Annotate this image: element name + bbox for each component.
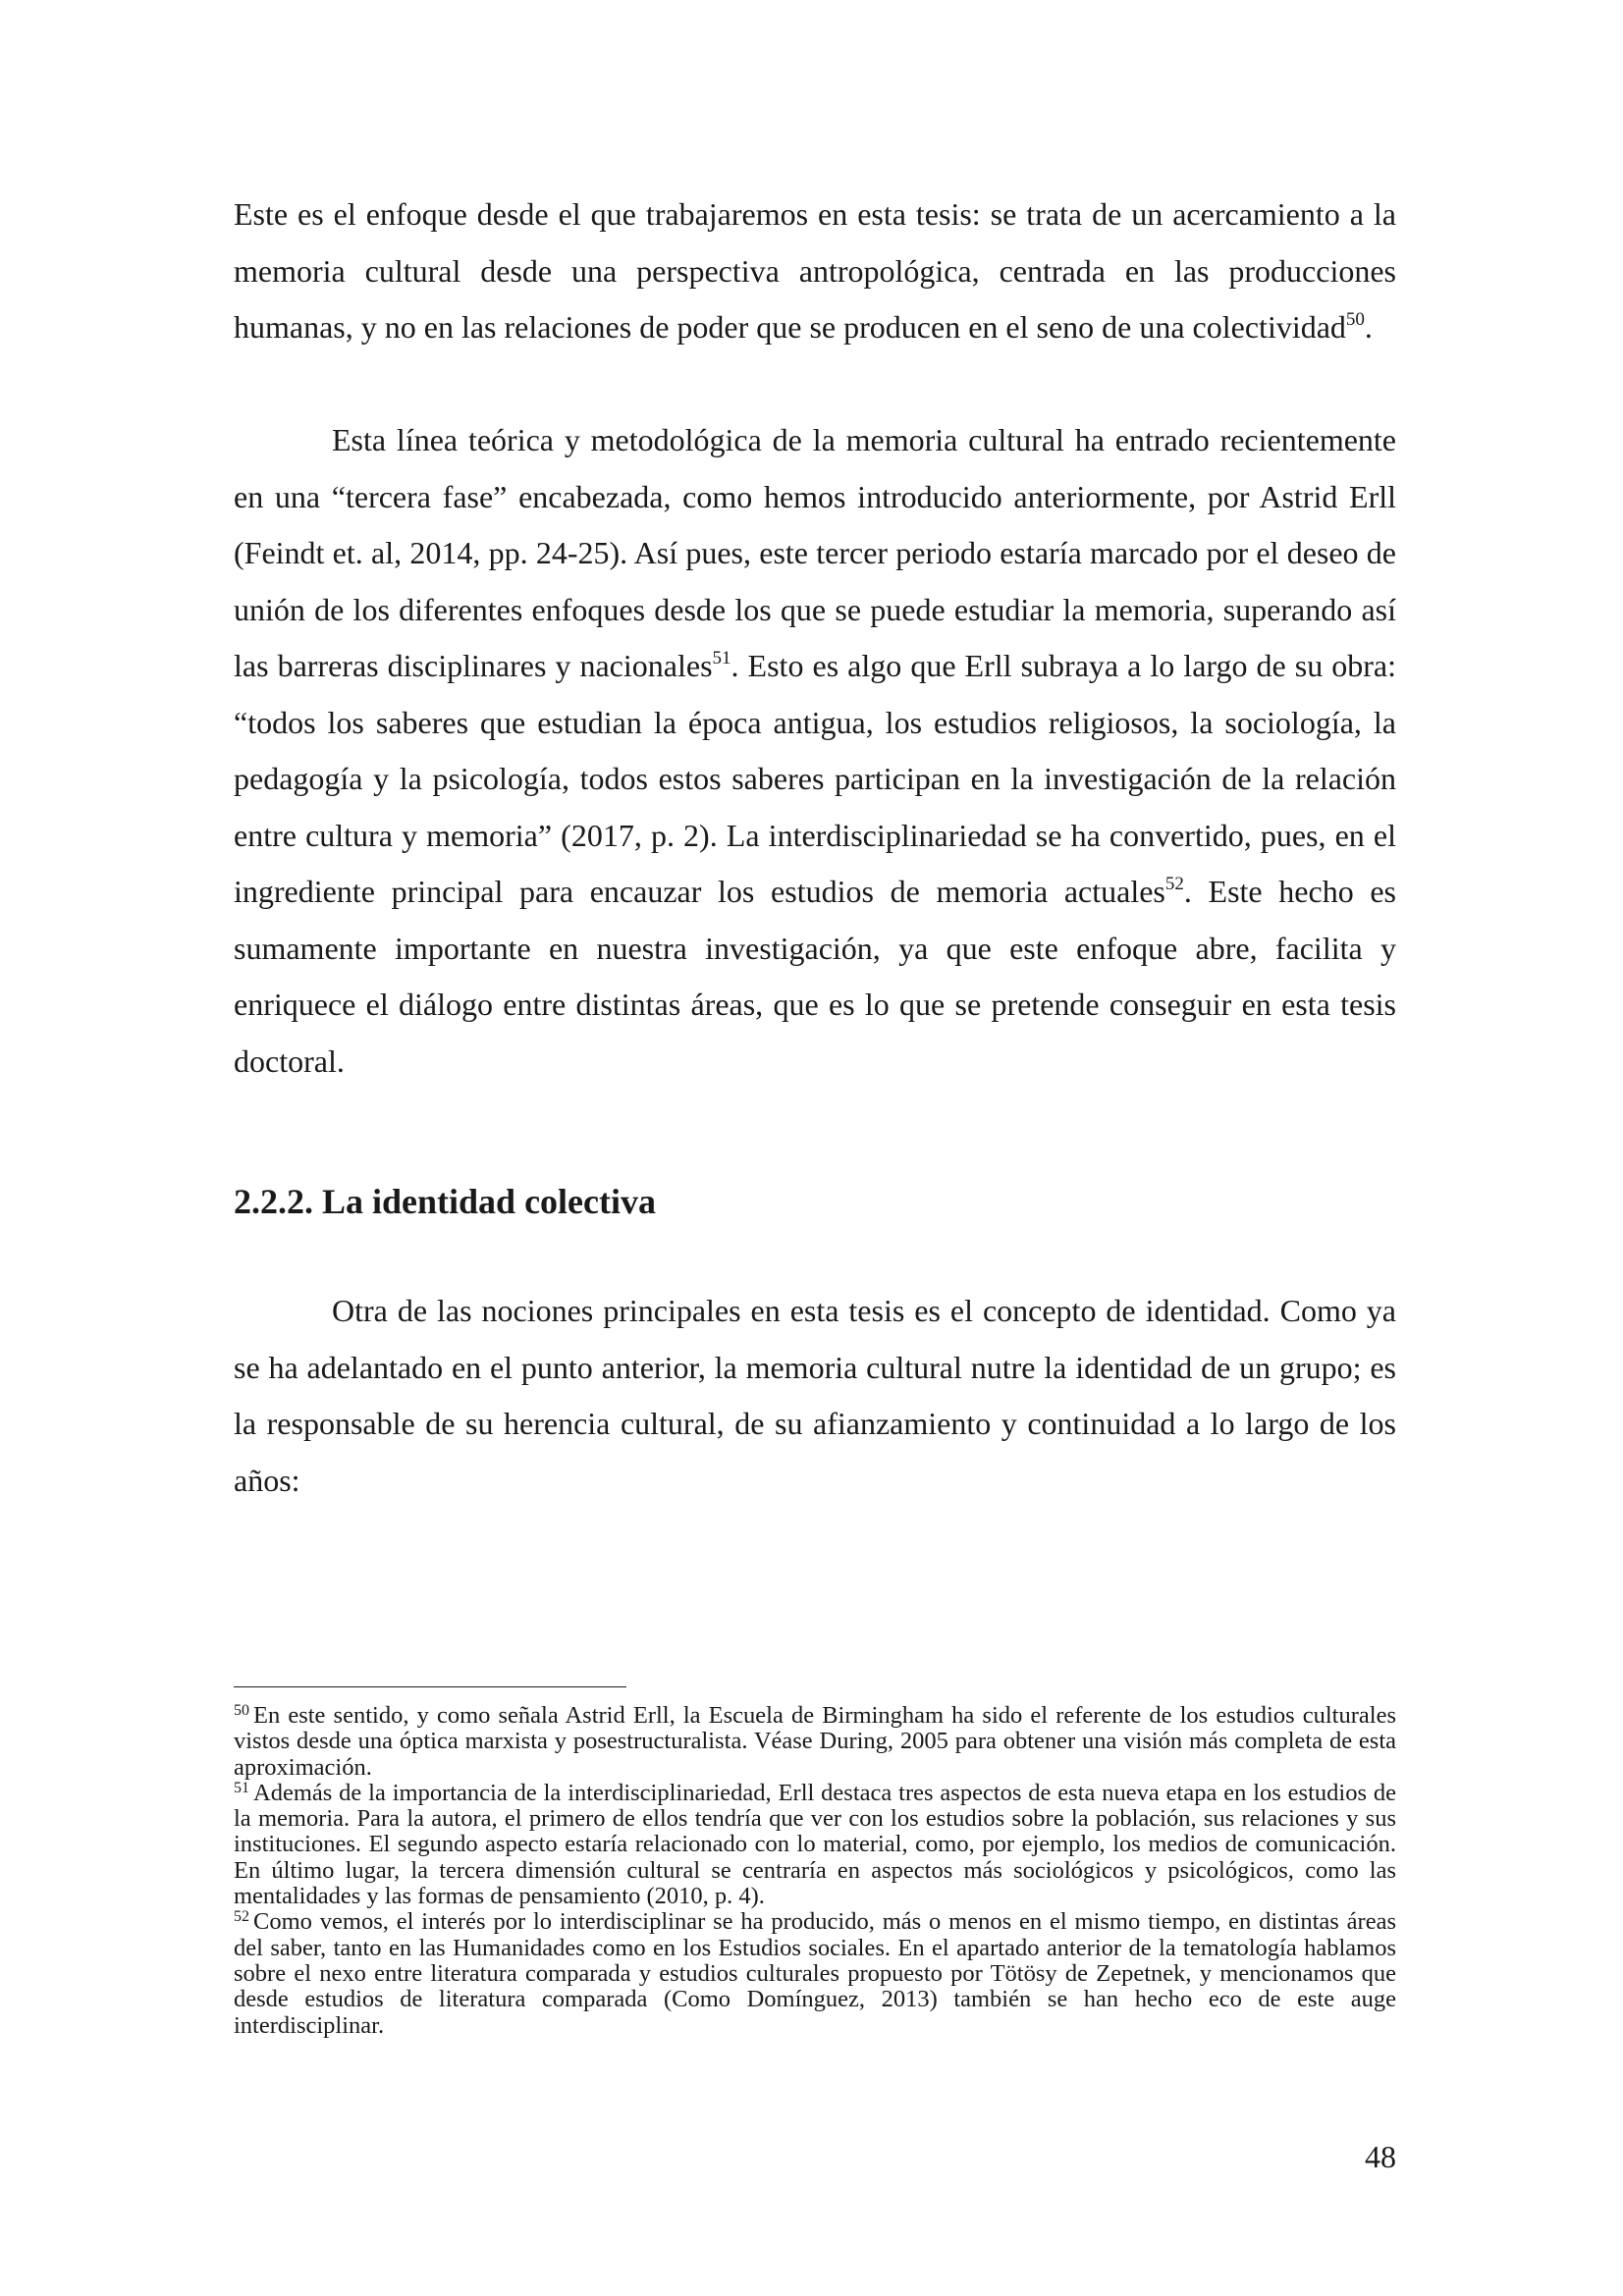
footnote-50	[234, 1703, 1396, 1781]
footnote-text: Además de la importancia de la interdisciplinariedad, Erll destaca tres aspectos de esta nueva etapa en los estudios de la memoria. Para la autora, el primero de ellos tendría que ver con los estudios sobre la población, sus relaciones y sus instituciones. El segundo aspecto estaría relacionado con lo material, como, por ejemplo, los medios de comunicación. En último lugar, la tercera dimensión cultural se centraría en aspectos más sociológicos y psicológicos, como las mentalidades y las formas de pensamiento (2010, p. 4).	[234, 1779, 1396, 1910]
footnote-ref-52[interactable]: 52	[1164, 874, 1184, 894]
paragraph-1-text: Este es el enfoque desde el que trabajaremos en esta tesis: se trata de un acercamiento a la memoria cultural desde una perspectiva antropológica, centrada en las producciones humanas, y no en las relaciones de poder que se producen en el seno de una colectividad	[234, 196, 1396, 345]
paragraph-3-text: Otra de las nociones principales en esta tesis es el concepto de identidad. Como ya se ha adelantado en el punto anterior, la memoria cultural nutre la identidad de un grupo; es la responsable de su herencia cultural, de su afianzamiento y continuidad a lo largo de los años:	[234, 1293, 1396, 1498]
paragraph-1-tail: .	[1364, 309, 1373, 345]
body-paragraph-3	[234, 1283, 1396, 1509]
footnote-number: 50	[234, 1702, 249, 1719]
footnote-text: Como vemos, el interés por lo interdisciplinar se ha producido, más o menos en el mismo tiempo, en distintas áreas del saber, tanto en las Humanidades como en los Estudios sociales. En el apartado anterior de la tematología hablamos sobre el nexo entre literatura comparada y estudios culturales propuesto por Tötösy de Zepetnek, y mencionamos que desde estudios de literatura comparada (Como Domínguez, 2013) también se han hecho eco de este auge interdisciplinar.	[234, 1908, 1396, 2039]
paragraph-text	[234, 412, 1396, 1090]
paragraph-2-part-1: Esta línea teórica y metodológica de la memoria cultural ha entrado recientemente en una “tercera fase” encabezada, como hemos introducido anteriormente, por Astrid Erll (Feindt et. al, 2014, pp. 24-25). Así pues, este tercer periodo estaría marcado por el deseo de unión de los diferentes enfoques desde los que se puede estudiar la memoria, superando así las barreras disciplinares y nacionales	[234, 422, 1396, 683]
footnote-text: En este sentido, y como señala Astrid Erll, la Escuela de Birmingham ha sido el referente de los estudios culturales vistos desde una óptica marxista y posestructuralista. Véase During, 2005 para obtener una visión más completa de esta aproximación.	[234, 1702, 1396, 1781]
paragraph-text	[234, 187, 1396, 356]
paragraph-2-part-3: . Este hecho es sumamente importante en nuestra investigación, ya que este enfoque abre, facilita y enriquece el diálogo entre distintas áreas, que es lo que se pretende conseguir en esta tesis doctoral.	[234, 874, 1396, 1079]
section-heading: 2.2.2. La identidad colectiva	[234, 1182, 656, 1221]
footnote-52	[234, 1909, 1396, 2038]
footnotes	[234, 1703, 1396, 2039]
body-paragraph-2	[234, 412, 1396, 1090]
footnote-number: 51	[234, 1779, 249, 1796]
paragraph-2-part-2: . Esto es algo que Erll subraya a lo largo de su obra: “todos los saberes que estudian la época antigua, los estudios religiosos, la sociología, la pedagogía y la psicología, todos estos saberes participan en la investigación de la relación entre cultura y memoria” (2017, p. 2). La interdisciplinariedad se ha convertido, pues, en el ingrediente principal para encauzar los estudios de memoria actuales	[234, 648, 1396, 909]
section-heading-block	[234, 1172, 1396, 1231]
footnote-ref-51[interactable]: 51	[712, 648, 731, 668]
footnote-separator	[234, 1686, 626, 1687]
footnote-ref-50[interactable]: 50	[1345, 309, 1365, 330]
footnote-number: 52	[234, 1908, 249, 1926]
body-paragraph-1	[234, 187, 1396, 356]
page-number: 48	[1365, 2139, 1396, 2174]
footnote-51	[234, 1781, 1396, 1909]
